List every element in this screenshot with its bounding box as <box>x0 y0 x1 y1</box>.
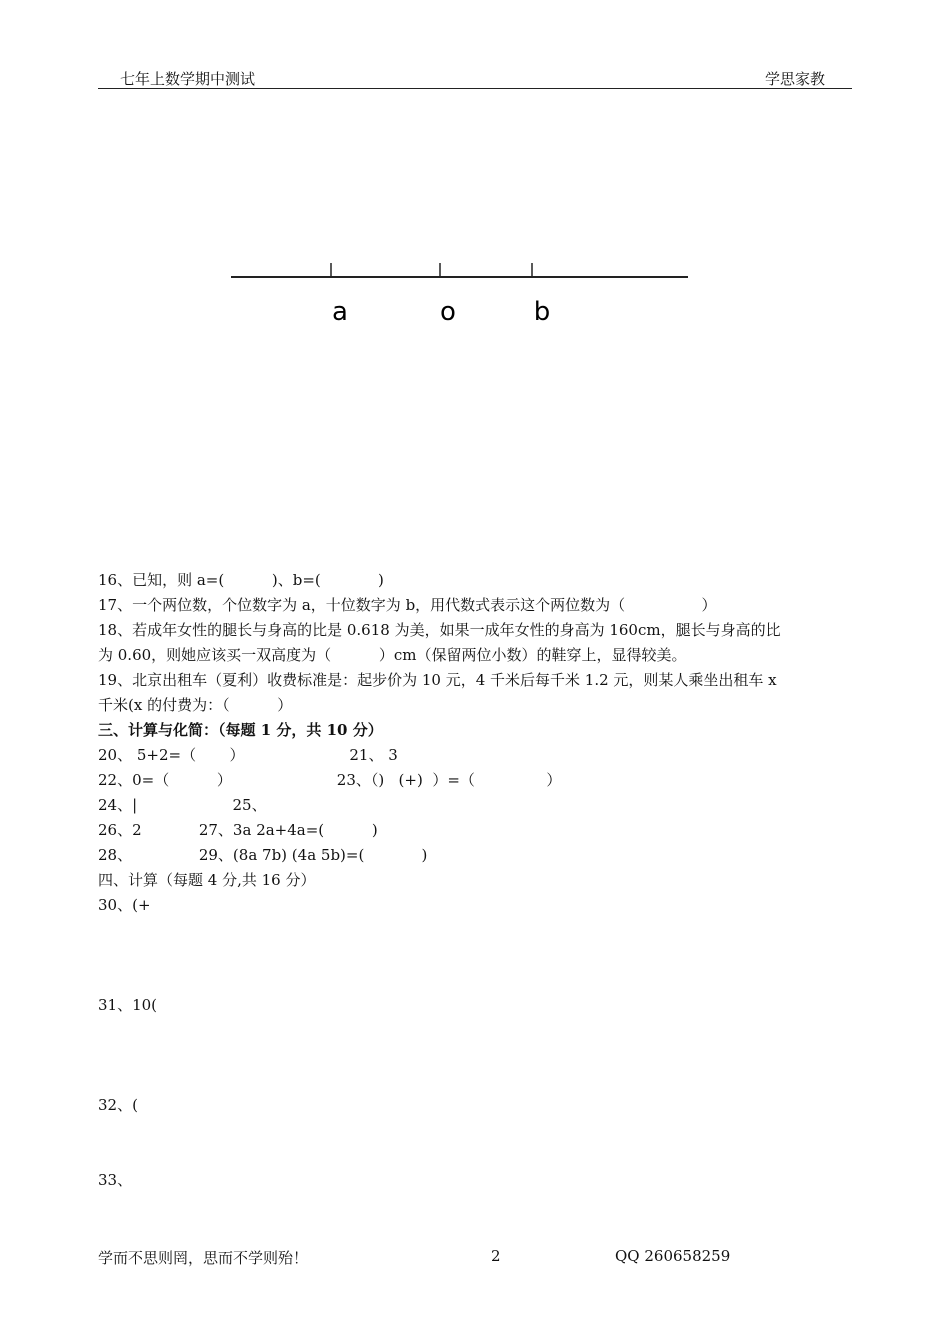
question-26-27: 26、2 27、3a 2a+4a=( ) <box>98 821 378 839</box>
question-33: 33、 <box>98 1171 133 1189</box>
section-3-heading: 三、计算与化简：（每题 1 分，共 10 分） <box>98 721 383 739</box>
question-18-line1: 18、若成年女性的腿长与身高的比是 0.618 为美，如果一成年女性的身高为 160cm，腿长与身高的比 <box>98 621 781 639</box>
question-32: 32、( <box>98 1096 138 1114</box>
question-24-25: 24、| 25、 <box>98 796 267 814</box>
question-16: 16、已知，则 a=( )、b=( ) <box>98 571 384 589</box>
label-o: o <box>440 297 456 327</box>
question-19-line2: 千米(x 的付费为：（ ） <box>98 696 293 714</box>
footer-motto: 学而不思则罔，思而不学则殆！ <box>98 1249 309 1267</box>
section-4-heading: 四、计算（每题 4 分,共 16 分） <box>98 871 316 889</box>
footer-contact: QQ 260658259 <box>615 1247 731 1265</box>
question-31: 31、10( <box>98 996 158 1014</box>
question-18-line2: 为 0.60，则她应该买一双高度为（ ）cm（保留两位小数）的鞋穿上，显得较美。 <box>98 646 687 664</box>
question-28-29: 28、 29、(8a 7b) (4a 5b)=( ) <box>98 846 428 864</box>
footer-page-number: 2 <box>491 1247 501 1265</box>
question-19-line1: 19、北京出租车（夏利）收费标准是：起步价为 10 元，4 千米后每千米 1.2 元，则某人乘坐出租车 x <box>98 671 777 689</box>
label-a: a <box>332 297 348 327</box>
question-17: 17、一个两位数，个位数字为 a，十位数字为 b，用代数式表示这个两位数为（ ） <box>98 596 717 614</box>
question-20-21: 20、 5+2=（ ） 21、 3 <box>98 746 398 764</box>
header-title: 七年上数学期中测试 <box>120 70 256 88</box>
label-b: b <box>533 297 551 327</box>
question-30: 30、(+ <box>98 896 151 914</box>
number-line-figure <box>0 0 950 360</box>
header-brand: 学思家教 <box>765 70 826 88</box>
question-22-23: 22、0=（ ） 23、（) (+) ）=（ ） <box>98 771 562 789</box>
